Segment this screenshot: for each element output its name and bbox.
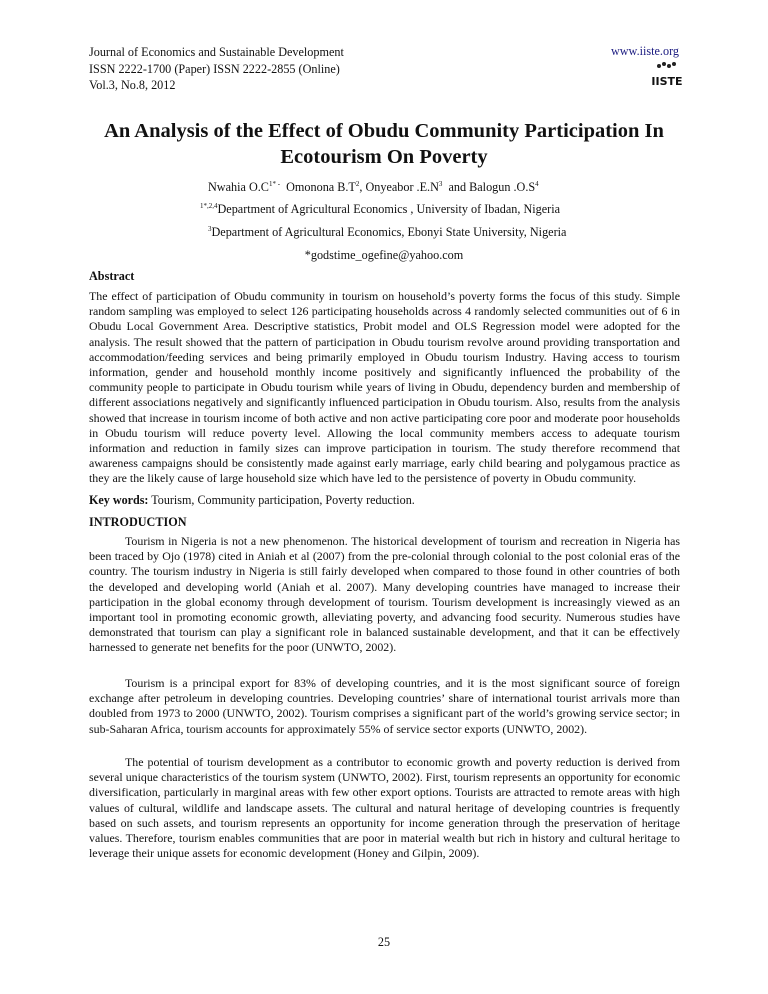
- author-4: and Balogun .O.S: [448, 180, 536, 194]
- introduction-heading: INTRODUCTION: [89, 515, 187, 529]
- abstract-body: The effect of participation of Obudu community in tourism on household’s poverty forms the focus of this study. Simple random sampling was employed to select 126 participating households across 4 randomly selected communities out of 6 in Obudu Local Government Area. Descriptive statistics, Probit model and OLS Regression model were adopted for the analysis. The result showed that the pattern of participation in Obudu tourism revolve around providing transportation and accommodation/feeding services and being primarily employed in Obudu tourism Industry. Having access to tourism information, gender and household monthly income positively and significantly influenced the probability of the community people to participate in Obudu tourism while years of living in Obudu, dependency burden and membership of different associations negatively and significantly influenced participation in Obudu tourism. Also, results from the analysis showed that increase in tourism income of both active and non active participating core poor and moderate poor households in Obudu tourism will reduce poverty level. Allowing the local community members access to adequate tourism information and reduction in family sizes can improve participation in tourism. The study therefore recommend that awareness campaigns should be consistently made against early marriage, early child bearing and polygamous practice as they are the likely cause of large household size which have led to the persistence of poverty in Obudu community.: [89, 289, 680, 486]
- keywords: [89, 493, 415, 508]
- corresponding-email[interactable]: *godstime_ogefine@yahoo.com: [304, 248, 464, 262]
- intro-paragraph-2: Tourism is a principal export for 83% of developing countries, and it is the most significant source of foreign exchange after petroleum in developing countries. Developing countries’ share of international tourist arrivals more than doubled from 1973 to 2000 (UNWTO, 2002). Tourism comprises a significant part of the world’s growing service sector; in sub-Saharan Africa, tourism accounts for approximately 55% of service sector exports (UNWTO, 2002).: [89, 676, 680, 736]
- affiliation-1: $^{1*,2,4}$Department of Agricultural Economics , University of Ibadan, Nigeria: [200, 201, 560, 216]
- iiste-logo: [650, 60, 684, 90]
- affiliation-2: $^3$Department of Agricultural Economics, Ebonyi State University, Nigeria: [208, 224, 567, 239]
- author-2: Omonona B.T: [286, 180, 356, 194]
- intro-paragraph-3: The potential of tourism development as a contributor to economic growth and poverty reduction is derived from several unique characteristics of the tourism system (UNWTO, 2002). First, tourism represents an opportunity for economic diversification, particularly in marginal areas with few other export options. Tourists are attracted to remote areas with high values of cultural, wildlife and landscape assets. The cultural and natural heritage of developing countries is frequently based on such assets, and tourism represents an opportunity for income generation through the preservation of heritage values. Therefore, tourism enables communities that are poor in material wealth but rich in history and cultural heritage to leverage their unique assets for economic development (Honey and Gilpin, 2009).: [89, 755, 680, 861]
- paper-title: An Analysis of the Effect of Obudu Community Participation In Ecotourism On Poverty: [104, 120, 664, 168]
- journal-header: [89, 44, 344, 94]
- keywords-list: Tourism, Community participation, Poverty reduction.: [151, 493, 415, 507]
- abstract-heading: Abstract: [89, 269, 135, 283]
- keywords-label: Key words:: [89, 493, 149, 507]
- volume-line: Vol.3, No.8, 2012: [89, 78, 176, 92]
- intro-paragraph-1: Tourism in Nigeria is not a new phenomenon. The historical development of tourism and recreation in Nigeria has been traced by Ojo (1978) cited in Aniah et al (2007) from the pre-colonial through colonial to the post colonial eras of the country. The tourism industry in Nigeria is still fairly developed when compared to those found in other countries of both the developed and developing world (Aniah et al. 2007). Many developing countries have managed to increase their participation in the global economy through development of tourism. Tourism development is increasingly viewed as an important tool in promoting economic growth, alleviating poverty, and advancing food security. Numerous studies have demonstrated that tourism can play a significant role in balanced sustainable development, and that it can be effectively harnessed to generate net benefits for the poor (UNWTO, 2002).: [89, 534, 680, 655]
- journal-name: Journal of Economics and Sustainable Development: [89, 45, 344, 59]
- author-1: Nwahia O.C: [208, 180, 269, 194]
- journal-url[interactable]: www.iiste.org: [610, 44, 679, 58]
- author-line: Nwahia $O.C^{1* -}$ Omonona $B.T^2$, Onyeabor $.E.N^3$ and Balogun $.O.S^4$: [208, 179, 539, 194]
- logo-text: IISTE: [651, 75, 683, 88]
- page-number: 25: [377, 935, 391, 949]
- author-3: , Onyeabor .E.N: [359, 180, 439, 194]
- issn-line: ISSN 2222-1700 (Paper) ISSN 2222-2855 (Online): [89, 61, 340, 76]
